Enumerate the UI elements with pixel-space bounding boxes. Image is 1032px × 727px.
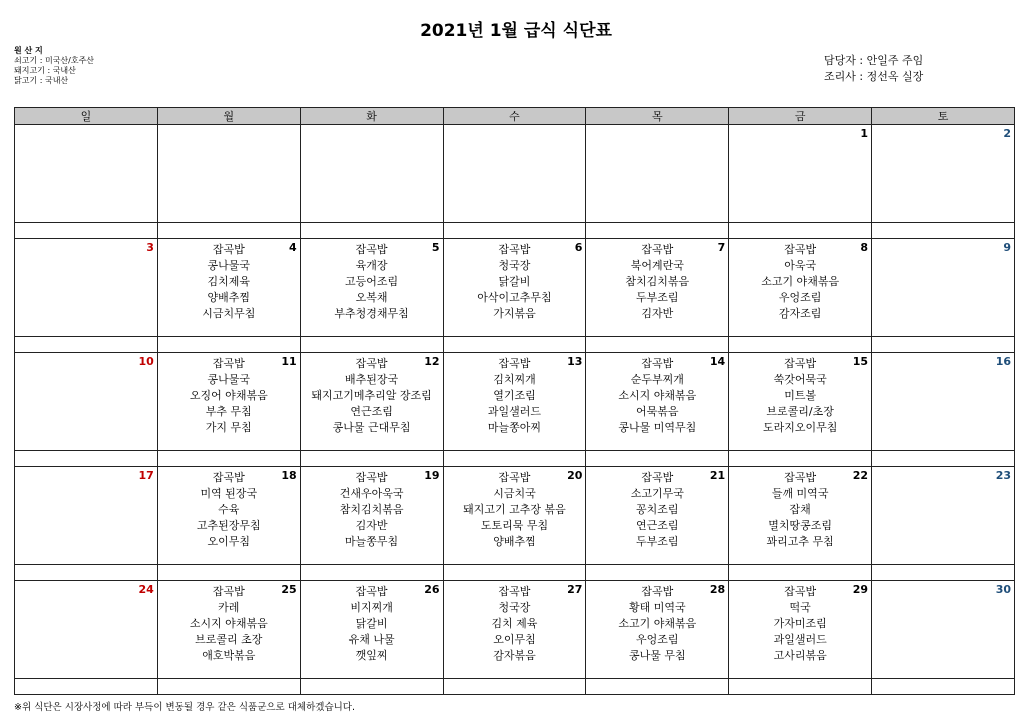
menu-item: 양배추찜 bbox=[493, 535, 536, 548]
spacer-cell bbox=[157, 451, 300, 467]
spacer-cell bbox=[872, 565, 1015, 581]
day-number: 2 bbox=[1003, 127, 1011, 140]
day-cell bbox=[729, 125, 872, 223]
day-number: 5 bbox=[431, 241, 440, 254]
day-cell bbox=[443, 239, 586, 337]
menu-item: 마늘쫑무침 bbox=[345, 535, 399, 548]
menu-item: 잡곡밥 bbox=[355, 471, 388, 484]
origin-chicken: 닭고기 : 국내산 bbox=[14, 76, 69, 85]
day-number: 20 bbox=[567, 469, 583, 482]
week-spacer-row bbox=[15, 223, 1015, 239]
day-cell bbox=[729, 467, 872, 565]
week-row bbox=[15, 581, 1015, 679]
origin-info bbox=[14, 46, 94, 86]
staff-info bbox=[824, 53, 923, 85]
menu-item: 꽈리고추 무침 bbox=[766, 535, 834, 548]
menu-item: 닭갈비 bbox=[498, 275, 531, 288]
day-number: 29 bbox=[852, 583, 869, 596]
cook-label: 조리사 : 정선옥 실장 bbox=[824, 70, 924, 83]
menu-item: 콩나물국 bbox=[207, 373, 251, 386]
spacer-cell bbox=[443, 451, 586, 467]
menu-item: 가지볶음 bbox=[493, 307, 536, 320]
menu-item: 가지 무침 bbox=[205, 421, 252, 434]
day-cell bbox=[872, 581, 1015, 679]
menu-item: 잡곡밥 bbox=[355, 243, 388, 256]
day-cell bbox=[443, 581, 586, 679]
day-number: 11 bbox=[281, 355, 297, 368]
spacer-cell bbox=[443, 679, 586, 695]
origin-heading: 원 산 지 bbox=[14, 46, 43, 55]
day-cell bbox=[15, 581, 158, 679]
day-number: 18 bbox=[281, 469, 297, 482]
day-cell bbox=[157, 467, 300, 565]
day-number: 4 bbox=[289, 241, 297, 254]
menu-item: 과일샐러드 bbox=[773, 633, 827, 646]
meal-calendar bbox=[14, 107, 1015, 695]
menu-item: 잡채 bbox=[789, 503, 811, 516]
day-cell bbox=[586, 353, 729, 451]
day-cell bbox=[15, 125, 158, 223]
day-number: 30 bbox=[995, 583, 1011, 596]
menu-item: 멸치땅콩조림 bbox=[768, 519, 833, 532]
spacer-cell bbox=[729, 451, 872, 467]
week-row bbox=[15, 467, 1015, 565]
footnote: ※위 식단은 시장사정에 따라 부득이 변동될 경우 같은 식품군으로 대체하겠습니다. bbox=[14, 702, 355, 713]
menu-item: 콩나물국 bbox=[207, 259, 251, 272]
menu-item: 황태 미역국 bbox=[628, 601, 686, 614]
menu-item: 콩나물 미역무침 bbox=[618, 421, 697, 434]
week-row bbox=[15, 239, 1015, 337]
spacer-cell bbox=[729, 223, 872, 239]
menu-item: 우엉조림 bbox=[636, 633, 679, 646]
menu-item: 잡곡밥 bbox=[641, 357, 674, 370]
day-number: 8 bbox=[860, 241, 869, 254]
day-cell bbox=[586, 581, 729, 679]
day-number: 21 bbox=[709, 469, 726, 482]
menu-item: 콩나물 무침 bbox=[628, 649, 686, 662]
day-number: 12 bbox=[424, 355, 440, 368]
day-number: 9 bbox=[1003, 241, 1011, 254]
day-number: 10 bbox=[138, 355, 154, 368]
day-cell bbox=[157, 239, 300, 337]
day-cell bbox=[300, 581, 443, 679]
page-title: 2021년 1월 급식 식단표 bbox=[420, 21, 612, 41]
day-cell bbox=[300, 239, 443, 337]
menu-item: 잡곡밥 bbox=[498, 471, 531, 484]
day-number: 27 bbox=[567, 583, 583, 596]
menu-item: 브로콜리 초장 bbox=[195, 633, 263, 646]
menu-item: 고사리볶음 bbox=[773, 649, 827, 662]
menu-item: 배추된장국 bbox=[345, 373, 399, 386]
spacer-cell bbox=[300, 451, 443, 467]
menu-item: 잡곡밥 bbox=[498, 357, 531, 370]
week-spacer-row bbox=[15, 451, 1015, 467]
menu-list bbox=[586, 239, 728, 322]
day-number: 13 bbox=[567, 355, 583, 368]
menu-list bbox=[586, 353, 728, 436]
menu-item: 잡곡밥 bbox=[784, 471, 817, 484]
day-number: 3 bbox=[146, 241, 154, 254]
spacer-cell bbox=[729, 565, 872, 581]
menu-item: 오복채 bbox=[355, 291, 388, 304]
origin-pork: 돼지고기 : 국내산 bbox=[14, 66, 76, 75]
menu-item: 잡곡밥 bbox=[498, 243, 531, 256]
weekday-header-row bbox=[15, 108, 1015, 125]
menu-item: 소고기 야채볶음 bbox=[618, 617, 697, 630]
menu-item: 연근조림 bbox=[350, 405, 393, 418]
day-number: 25 bbox=[281, 583, 297, 596]
day-cell bbox=[300, 467, 443, 565]
day-cell bbox=[729, 239, 872, 337]
day-number: 24 bbox=[138, 583, 154, 596]
day-cell bbox=[443, 353, 586, 451]
menu-item: 김자반 bbox=[641, 307, 674, 320]
menu-item: 오징어 야채볶음 bbox=[189, 389, 268, 402]
menu-item: 감자조림 bbox=[778, 307, 822, 320]
spacer-cell bbox=[443, 223, 586, 239]
menu-item: 잡곡밥 bbox=[784, 243, 817, 256]
menu-item: 시금치국 bbox=[493, 487, 536, 500]
menu-item: 떡국 bbox=[789, 601, 811, 614]
menu-item: 청국장 bbox=[498, 601, 531, 614]
menu-item: 도라지오이무침 bbox=[762, 421, 838, 434]
menu-item: 가자미조림 bbox=[773, 617, 827, 630]
menu-item: 잡곡밥 bbox=[641, 243, 674, 256]
menu-item: 소시지 야채볶음 bbox=[189, 617, 268, 630]
spacer-cell bbox=[300, 223, 443, 239]
menu-item: 소시지 야채볶음 bbox=[618, 389, 697, 402]
menu-item: 두부조림 bbox=[636, 535, 679, 548]
menu-item: 시금치무침 bbox=[202, 307, 256, 320]
menu-item: 잡곡밥 bbox=[641, 585, 674, 598]
day-number: 14 bbox=[709, 355, 726, 368]
menu-item: 육개장 bbox=[355, 259, 388, 272]
day-cell bbox=[586, 467, 729, 565]
day-cell bbox=[157, 125, 300, 223]
day-number: 17 bbox=[138, 469, 154, 482]
menu-list bbox=[586, 467, 728, 550]
menu-list bbox=[444, 353, 586, 436]
weekday-fri: 금 bbox=[729, 108, 872, 125]
menu-item: 김치제육 bbox=[207, 275, 251, 288]
day-cell bbox=[300, 353, 443, 451]
week-row bbox=[15, 125, 1015, 223]
menu-item: 건새우아욱국 bbox=[339, 487, 404, 500]
week-row bbox=[15, 353, 1015, 451]
spacer-cell bbox=[443, 565, 586, 581]
menu-item: 순두부찌개 bbox=[630, 373, 684, 386]
day-cell bbox=[729, 581, 872, 679]
menu-item: 잡곡밥 bbox=[212, 243, 245, 256]
menu-item: 과일샐러드 bbox=[487, 405, 542, 418]
menu-item: 연근조림 bbox=[636, 519, 679, 532]
menu-list bbox=[301, 467, 443, 550]
weekday-sun: 일 bbox=[15, 108, 158, 125]
menu-list bbox=[444, 467, 586, 550]
day-number: 6 bbox=[574, 241, 583, 254]
day-cell bbox=[586, 239, 729, 337]
menu-item: 잡곡밥 bbox=[784, 585, 817, 598]
spacer-cell bbox=[729, 337, 872, 353]
menu-item: 김치 제육 bbox=[491, 617, 538, 630]
menu-item: 깻잎찌 bbox=[355, 649, 388, 662]
menu-list bbox=[444, 581, 586, 664]
spacer-cell bbox=[586, 565, 729, 581]
menu-item: 도토리묵 무침 bbox=[480, 519, 549, 532]
menu-list bbox=[729, 581, 871, 664]
menu-item: 오이무침 bbox=[493, 633, 536, 646]
menu-item: 마늘쫑아찌 bbox=[487, 421, 542, 434]
weekday-mon: 월 bbox=[157, 108, 300, 125]
spacer-cell bbox=[872, 337, 1015, 353]
menu-item: 카레 bbox=[218, 601, 240, 614]
menu-item: 우엉조림 bbox=[778, 291, 822, 304]
menu-item: 고등어조림 bbox=[345, 275, 399, 288]
day-cell bbox=[443, 125, 586, 223]
spacer-cell bbox=[872, 223, 1015, 239]
spacer-cell bbox=[15, 565, 158, 581]
menu-item: 브로콜리/초장 bbox=[766, 405, 834, 418]
menu-list bbox=[158, 239, 300, 322]
day-cell bbox=[872, 353, 1015, 451]
menu-item: 잡곡밥 bbox=[498, 585, 531, 598]
spacer-cell bbox=[586, 223, 729, 239]
day-cell bbox=[443, 467, 586, 565]
spacer-cell bbox=[586, 451, 729, 467]
menu-item: 오이무침 bbox=[207, 535, 251, 548]
menu-list bbox=[158, 467, 300, 550]
weekday-tue: 화 bbox=[300, 108, 443, 125]
spacer-cell bbox=[157, 337, 300, 353]
menu-item: 돼지고기메추리알 장조림 bbox=[311, 389, 432, 402]
menu-list bbox=[158, 581, 300, 664]
menu-item: 두부조림 bbox=[636, 291, 679, 304]
spacer-cell bbox=[15, 223, 158, 239]
menu-list bbox=[158, 353, 300, 436]
spacer-cell bbox=[300, 565, 443, 581]
menu-item: 미역 된장국 bbox=[200, 487, 258, 500]
day-number: 23 bbox=[995, 469, 1011, 482]
spacer-cell bbox=[157, 223, 300, 239]
menu-item: 잡곡밥 bbox=[355, 585, 388, 598]
day-cell bbox=[15, 239, 158, 337]
day-number: 15 bbox=[852, 355, 869, 368]
menu-item: 소고기 야채볶음 bbox=[761, 275, 840, 288]
menu-item: 열기조림 bbox=[493, 389, 536, 402]
menu-item: 김치찌개 bbox=[493, 373, 536, 386]
spacer-cell bbox=[15, 337, 158, 353]
day-cell bbox=[157, 353, 300, 451]
spacer-cell bbox=[157, 679, 300, 695]
spacer-cell bbox=[872, 451, 1015, 467]
menu-item: 잡곡밥 bbox=[212, 585, 245, 598]
menu-item: 어묵볶음 bbox=[636, 405, 679, 418]
menu-list bbox=[729, 467, 871, 550]
menu-list bbox=[729, 239, 871, 322]
day-number: 28 bbox=[709, 583, 726, 596]
menu-item: 수육 bbox=[218, 503, 240, 516]
menu-item: 아욱국 bbox=[784, 259, 817, 272]
day-cell bbox=[157, 581, 300, 679]
menu-item: 잡곡밥 bbox=[641, 471, 674, 484]
origin-beef: 쇠고기 : 미국산/호주산 bbox=[14, 56, 95, 65]
day-cell bbox=[15, 467, 158, 565]
week-spacer-row bbox=[15, 565, 1015, 581]
menu-item: 돼지고기 고추장 볶음 bbox=[463, 503, 566, 516]
spacer-cell bbox=[15, 679, 158, 695]
spacer-cell bbox=[443, 337, 586, 353]
menu-item: 꽁치조림 bbox=[636, 503, 679, 516]
menu-item: 참치김치볶음 bbox=[339, 503, 404, 516]
menu-item: 잡곡밥 bbox=[212, 471, 245, 484]
spacer-cell bbox=[15, 451, 158, 467]
menu-item: 잡곡밥 bbox=[784, 357, 817, 370]
spacer-cell bbox=[586, 679, 729, 695]
menu-item: 부추청경채무침 bbox=[334, 307, 409, 320]
day-cell bbox=[872, 125, 1015, 223]
day-number: 7 bbox=[717, 241, 726, 254]
menu-list bbox=[586, 581, 728, 664]
day-number: 22 bbox=[852, 469, 869, 482]
menu-item: 소고기무국 bbox=[630, 487, 684, 500]
menu-item: 들깨 미역국 bbox=[771, 487, 829, 500]
menu-item: 청국장 bbox=[498, 259, 531, 272]
weekday-sat: 토 bbox=[872, 108, 1015, 125]
calendar-body bbox=[15, 125, 1015, 695]
spacer-cell bbox=[586, 337, 729, 353]
day-cell bbox=[872, 239, 1015, 337]
day-cell bbox=[586, 125, 729, 223]
menu-item: 유채 나물 bbox=[348, 633, 395, 646]
menu-item: 김자반 bbox=[355, 519, 388, 532]
week-spacer-row bbox=[15, 337, 1015, 353]
day-number: 16 bbox=[995, 355, 1011, 368]
menu-item: 고추된장무침 bbox=[196, 519, 261, 532]
week-spacer-row bbox=[15, 679, 1015, 695]
menu-item: 감자볶음 bbox=[493, 649, 536, 662]
weekday-thu: 목 bbox=[586, 108, 729, 125]
day-number: 26 bbox=[424, 583, 440, 596]
day-number: 19 bbox=[424, 469, 440, 482]
menu-list bbox=[444, 239, 586, 322]
spacer-cell bbox=[729, 679, 872, 695]
spacer-cell bbox=[300, 337, 443, 353]
menu-item: 콩나물 근대무침 bbox=[332, 421, 411, 434]
menu-item: 북어계란국 bbox=[630, 259, 684, 272]
menu-item: 잡곡밥 bbox=[212, 357, 245, 370]
menu-item: 양배추찜 bbox=[207, 291, 251, 304]
weekday-wed: 수 bbox=[443, 108, 586, 125]
menu-item: 비지찌개 bbox=[350, 601, 393, 614]
menu-list bbox=[301, 353, 443, 436]
menu-item: 닭갈비 bbox=[355, 617, 388, 630]
spacer-cell bbox=[300, 679, 443, 695]
day-number: 1 bbox=[860, 127, 869, 140]
day-cell bbox=[300, 125, 443, 223]
menu-list bbox=[301, 581, 443, 664]
menu-item: 부추 무침 bbox=[205, 405, 252, 418]
menu-item: 참치김치볶음 bbox=[625, 275, 690, 288]
menu-item: 잡곡밥 bbox=[355, 357, 388, 370]
menu-item: 애호박볶음 bbox=[202, 649, 256, 662]
manager-label: 담당자 : 안일주 주임 bbox=[824, 54, 924, 67]
day-cell bbox=[729, 353, 872, 451]
menu-list bbox=[729, 353, 871, 436]
day-cell bbox=[872, 467, 1015, 565]
spacer-cell bbox=[157, 565, 300, 581]
menu-item: 아삭이고추무침 bbox=[477, 291, 552, 304]
menu-list bbox=[301, 239, 443, 322]
menu-item: 쑥갓어묵국 bbox=[773, 373, 827, 386]
day-cell bbox=[15, 353, 158, 451]
menu-item: 미트볼 bbox=[784, 389, 817, 402]
spacer-cell bbox=[872, 679, 1015, 695]
